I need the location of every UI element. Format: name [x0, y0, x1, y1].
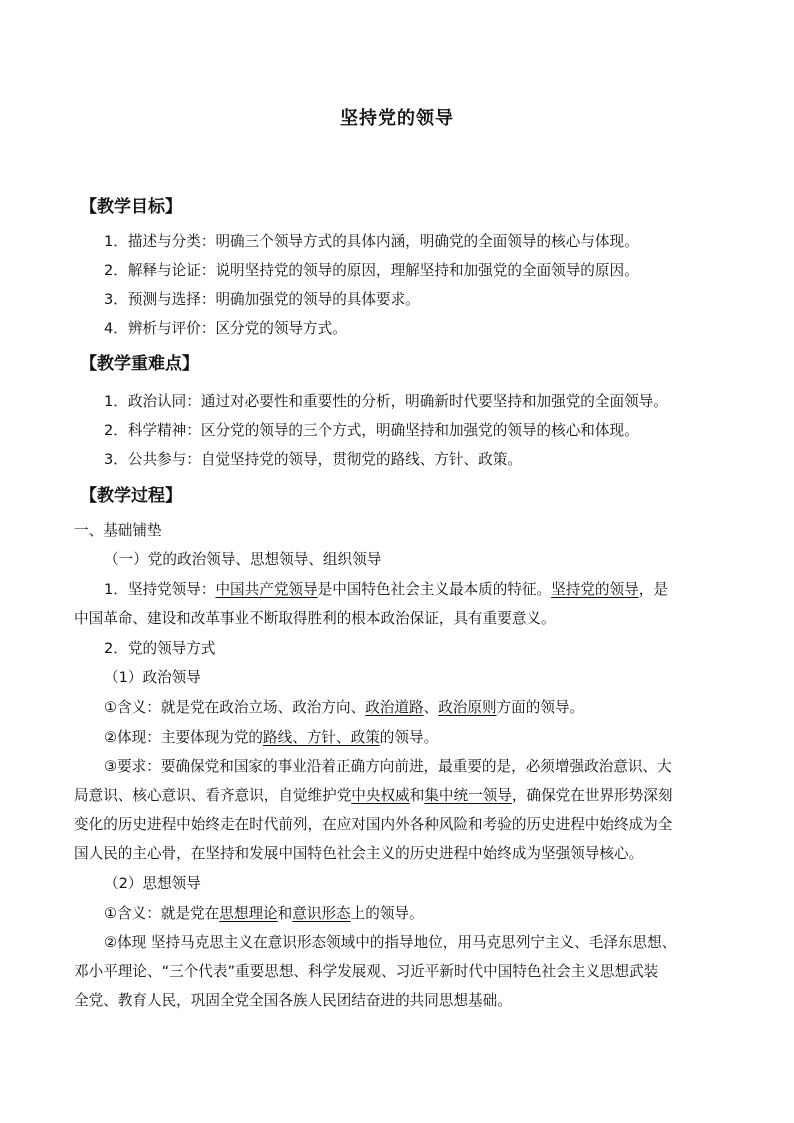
text: 局意识、核心意识、看齐意识，自觉维护党 [74, 787, 352, 804]
text: ①含义：就是党在 [104, 905, 220, 922]
political-requirement-line-2 [74, 786, 672, 806]
text: 上的领导。 [350, 905, 424, 922]
paragraph-1-line-1 [104, 580, 668, 600]
underlined-term: 中央权威 [351, 787, 410, 804]
ideological-leadership: （2）思想领导 [104, 875, 201, 892]
political-meaning [104, 698, 584, 718]
ideological-embodiment-line-2: 邓小平理论、“三个代表”重要思想、科学发展观、习近平新时代中国特色社会主义思想武装 [74, 963, 659, 980]
objective-item-2: 2．解释与论证：说明坚持党的领导的原因，理解坚持和加强党的全面领导的原因。 [104, 262, 639, 279]
underlined-term: 中国共产党领导 [215, 581, 318, 598]
process-heading: 【教学过程】 [80, 486, 182, 506]
difficulties-heading: 【教学重难点】 [80, 354, 199, 374]
objectives-heading: 【教学目标】 [80, 197, 182, 217]
subsection-leadership: （一）党的政治领导、思想领导、组织领导 [104, 551, 382, 568]
text: ，确保党在世界形势深刻 [511, 787, 673, 804]
underlined-term: 政治原则 [438, 699, 497, 716]
section-basic: 一、基础铺垫 [74, 522, 162, 539]
text: 方面的领导。 [496, 699, 585, 716]
underlined-term: 思想理论 [219, 905, 278, 922]
difficulty-item-2: 2．科学精神：区分党的领导的三个方式，明确坚持和加强党的领导的核心和体现。 [104, 422, 639, 439]
underlined-term: 坚持党的领导 [551, 581, 639, 598]
text: ②体现：主要体现为党的 [104, 729, 264, 746]
text: 是中国特色社会主义最本质的特征。 [317, 581, 552, 598]
text: ，是 [638, 581, 668, 598]
page-title: 坚持党的领导 [340, 108, 454, 129]
text: 和 [277, 905, 293, 922]
ideological-meaning [104, 904, 424, 924]
objective-item-3: 3．预测与选择：明确加强党的领导的具体要求。 [104, 291, 420, 308]
difficulty-item-1: 1．政治认同：通过对必要性和重要性的分析，明确新时代要坚持和加强党的全面领导。 [104, 393, 668, 410]
text: 的领导。 [379, 729, 439, 746]
political-leadership: （1）政治领导 [104, 669, 201, 686]
text: ①含义：就是党在政治立场、政治方向、 [104, 699, 366, 716]
text: 、 [423, 699, 439, 716]
ideological-embodiment-line-1: ②体现 坚持马克思主义在意识形态领域中的指导地位，用马克思列宁主义、毛泽东思想、 [104, 934, 677, 951]
text: 和 [409, 787, 425, 804]
objective-item-4: 4．辨析与评价：区分党的领导方式。 [104, 320, 347, 337]
text: 1．坚持党领导： [104, 581, 216, 598]
political-embodiment [104, 728, 438, 748]
ideological-embodiment-line-3: 全党、教育人民，巩固全党全国各族人民团结奋进的共同思想基础。 [74, 992, 512, 1009]
leadership-methods: 2．党的领导方式 [104, 640, 216, 657]
difficulty-item-3: 3．公共参与：自觉坚持党的领导，贯彻党的路线、方针、政策。 [104, 451, 522, 468]
underlined-term: 政治道路 [365, 699, 424, 716]
political-requirement-line-4: 国人民的主心骨，在坚持和发展中国特色社会主义的历史进程中始终成为坚强领导核心。 [74, 845, 644, 862]
objective-item-1: 1．描述与分类：明确三个领导方式的具体内涵，明确党的全面领导的核心与体现。 [104, 233, 639, 250]
underlined-term: 集中统一领导 [424, 787, 512, 804]
underlined-term: 路线、方针、政策 [263, 729, 380, 746]
political-requirement-line-3: 变化的历史进程中始终走在时代前列，在应对国内外各种风险和考验的历史进程中始终成为全 [74, 816, 673, 833]
political-requirement-line-1: ③要求：要确保党和国家的事业沿着正确方向前进，最重要的是，必须增强政治意识、大 [104, 758, 672, 775]
paragraph-1-line-2: 中国革命、建设和改革事业不断取得胜利的根本政治保证，具有重要意义。 [74, 610, 556, 627]
underlined-term: 意识形态 [292, 905, 351, 922]
